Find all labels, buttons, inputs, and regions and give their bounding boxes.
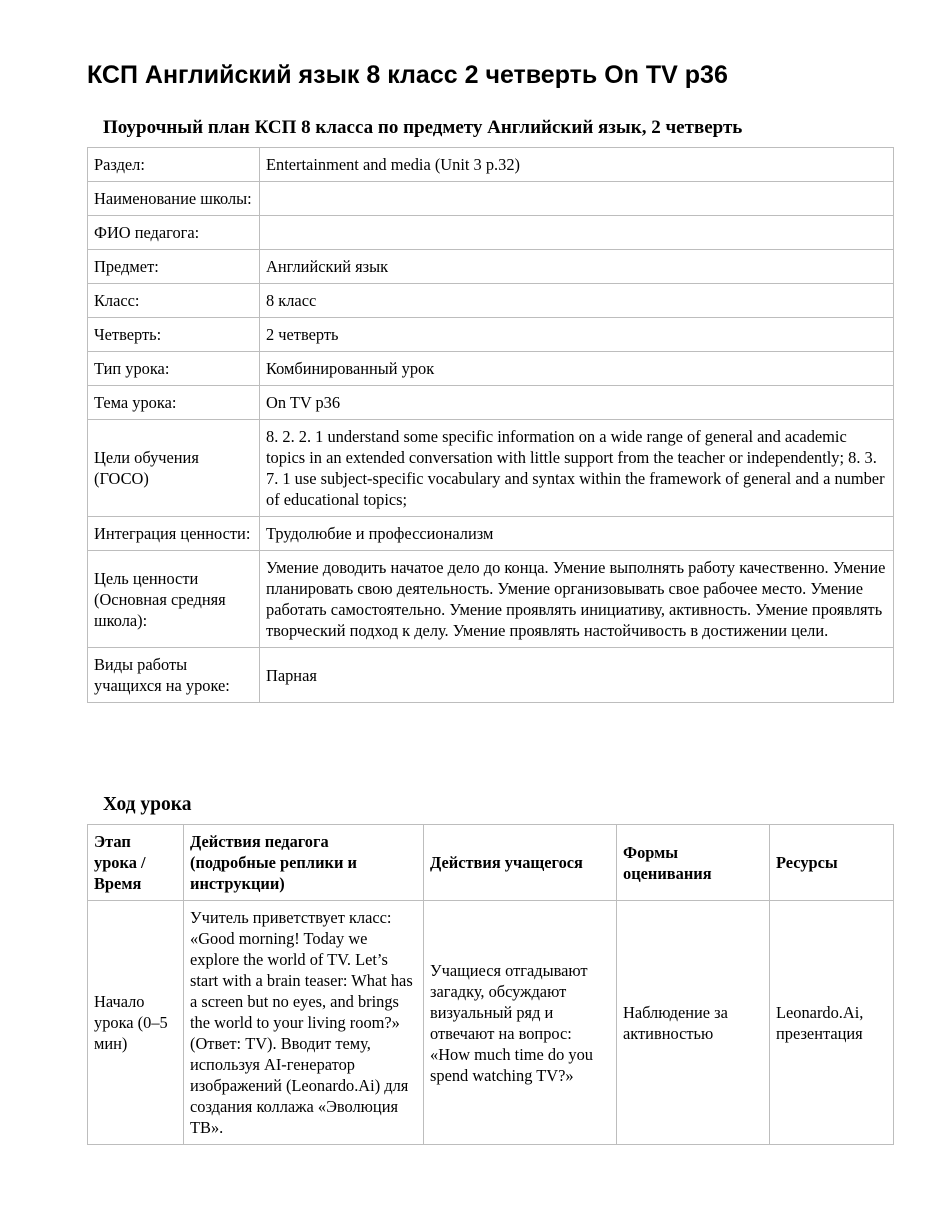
info-value: Английский язык [260, 250, 894, 284]
info-row-work-types [88, 648, 894, 703]
info-value: On TV p36 [260, 386, 894, 420]
column-header-stage: Этап урока / Время [88, 825, 184, 901]
info-row-subject [88, 250, 894, 284]
info-value: 8. 2. 2. 1 understand some specific information on a wide range of general and academic topics in an extended conversation with little support from the teacher or independently; 8. 3. 7. 1 use subject-specific vocabulary and syntax within the framework of general and a number of educational topics; [260, 420, 894, 517]
info-row-value-integration [88, 517, 894, 551]
column-header-teacher-actions: Действия педагога (подробные реплики и инструкции) [184, 825, 424, 901]
table-header-row [88, 825, 894, 901]
info-value: Умение доводить начатое дело до конца. Умение выполнять работу качественно. Умение планировать свою деятельность. Умение организовывать свое рабочее место. Умение работать самостоятельно. Умение проявлять инициативу, активность. Умение проявлять творческий подход к делу. Умение проявлять настойчивость в достижении цели. [260, 551, 894, 648]
info-row-teacher [88, 216, 894, 250]
info-label: Наименование школы: [88, 182, 260, 216]
info-row-grade [88, 284, 894, 318]
info-row-lesson-topic [88, 386, 894, 420]
info-row-school [88, 182, 894, 216]
info-label: Раздел: [88, 148, 260, 182]
info-value: 2 четверть [260, 318, 894, 352]
info-label: Класс: [88, 284, 260, 318]
info-label: Предмет: [88, 250, 260, 284]
info-value [260, 216, 894, 250]
info-label: Тема урока: [88, 386, 260, 420]
info-label: Четверть: [88, 318, 260, 352]
info-row-section [88, 148, 894, 182]
info-row-learning-objectives [88, 420, 894, 517]
info-value: 8 класс [260, 284, 894, 318]
lesson-steps-table [87, 824, 894, 1145]
document-title: КСП Английский язык 8 класс 2 четверть On TV p36 [87, 61, 728, 89]
lesson-progress-heading: Ход урока [103, 794, 192, 815]
table-row [88, 901, 894, 1145]
info-label: Виды работы учащихся на уроке: [88, 648, 260, 703]
cell-teacher-actions: Учитель приветствует класс: «Good morning! Today we explore the world of TV. Let’s start with a brain teaser: What has a screen but no eyes, and brings the world to your living room?» (Ответ: TV). Вводит тему, используя AI-генератор изображений (Leonardo.Ai) для создания коллажа «Эволюция ТВ». [184, 901, 424, 1145]
info-label: Цели обучения (ГОСО) [88, 420, 260, 517]
column-header-assessment: Формы оценивания [617, 825, 770, 901]
lesson-info-table [87, 147, 894, 703]
info-value [260, 182, 894, 216]
info-label: Тип урока: [88, 352, 260, 386]
column-header-student-actions: Действия учащегося [424, 825, 617, 901]
info-label: Интеграция ценности: [88, 517, 260, 551]
cell-student-actions: Учащиеся отгадывают загадку, обсуждают визуальный ряд и отвечают на вопрос: «How much time do you spend watching TV?» [424, 901, 617, 1145]
info-value: Парная [260, 648, 894, 703]
info-row-lesson-type [88, 352, 894, 386]
info-row-quarter [88, 318, 894, 352]
info-value: Комбинированный урок [260, 352, 894, 386]
info-value: Трудолюбие и профессионализм [260, 517, 894, 551]
cell-resources: Leonardo.Ai, презентация [770, 901, 894, 1145]
cell-assessment: Наблюдение за активностью [617, 901, 770, 1145]
info-row-value-goal [88, 551, 894, 648]
column-header-resources: Ресурсы [770, 825, 894, 901]
info-value: Entertainment and media (Unit 3 p.32) [260, 148, 894, 182]
info-label: Цель ценности (Основная средняя школа): [88, 551, 260, 648]
cell-stage: Начало урока (0–5 мин) [88, 901, 184, 1145]
plan-heading: Поурочный план КСП 8 класса по предмету Английский язык, 2 четверть [103, 117, 743, 138]
info-label: ФИО педагога: [88, 216, 260, 250]
